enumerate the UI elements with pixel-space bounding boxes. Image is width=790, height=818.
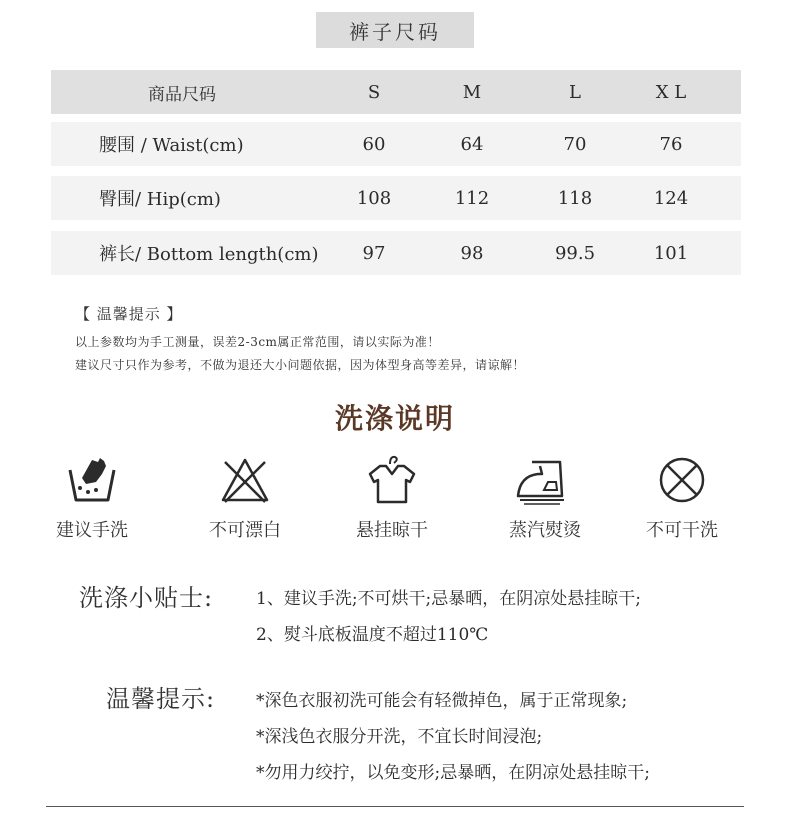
row-label: 臀围/ Hip(cm) xyxy=(99,189,221,210)
size-chart-title: 裤子尺码 xyxy=(316,12,474,48)
row-label: 裤长/ Bottom length(cm) xyxy=(99,244,319,265)
care-item-steam-iron xyxy=(480,452,610,542)
care-label: 建议手洗 xyxy=(56,520,128,541)
wash-tip-line: 2、熨斗底板温度不超过110℃ xyxy=(256,625,489,645)
warm-tip-line: *深色衣服初洗可能会有轻微掉色，属于正常现象; xyxy=(256,691,628,711)
no-bleach-icon xyxy=(215,452,275,508)
table-cell: 97 xyxy=(362,242,386,264)
care-label: 不可漂白 xyxy=(209,520,281,541)
table-row-hip xyxy=(51,176,741,220)
row-label: 腰围 / Waist(cm) xyxy=(99,135,244,156)
table-cell: 70 xyxy=(563,133,587,155)
tips-line: 以上参数均为手工测量，误差2-3cm属正常范围，请以实际为准！ xyxy=(75,335,440,349)
header-size-xl: X L xyxy=(655,81,687,103)
hang-dry-icon xyxy=(362,452,422,508)
header-size-s: S xyxy=(367,81,381,103)
care-item-hand-wash xyxy=(27,452,157,542)
table-cell: 124 xyxy=(653,187,689,209)
care-item-no-dry-clean xyxy=(617,452,747,542)
care-item-hang-dry xyxy=(327,452,457,542)
table-cell: 112 xyxy=(454,187,490,209)
care-item-no-bleach xyxy=(180,452,310,542)
header-size-l: L xyxy=(569,81,581,103)
table-cell: 101 xyxy=(653,242,689,264)
washing-title: 洗涤说明 xyxy=(334,402,455,435)
table-cell: 76 xyxy=(659,133,683,155)
care-label: 悬挂晾干 xyxy=(356,520,428,541)
warm-tips-label: 温馨提示: xyxy=(106,685,216,713)
hand-wash-icon xyxy=(62,452,122,508)
tips-title: 【 温馨提示 】 xyxy=(75,305,183,323)
size-table-header xyxy=(51,70,741,114)
warm-tip-line: *勿用力绞拧，以免变形;忌暴晒，在阴凉处悬挂晾干; xyxy=(256,763,650,783)
no-dry-clean-icon xyxy=(652,452,712,508)
table-row-waist xyxy=(51,122,741,166)
table-cell: 64 xyxy=(460,133,484,155)
table-cell: 108 xyxy=(356,187,392,209)
table-cell: 99.5 xyxy=(554,242,596,264)
care-label: 蒸汽熨烫 xyxy=(509,520,581,541)
table-cell: 98 xyxy=(460,242,484,264)
table-cell: 118 xyxy=(557,187,593,209)
wash-tip-line: 1、建议手洗;不可烘干;忌暴晒，在阴凉处悬挂晾干; xyxy=(256,589,641,609)
table-cell: 60 xyxy=(362,133,386,155)
wash-tips-label: 洗涤小贴士: xyxy=(79,584,214,612)
tips-line: 建议尺寸只作为参考，不做为退还大小问题依据，因为体型身高等差异，请谅解！ xyxy=(75,358,526,372)
header-size-m: M xyxy=(462,81,482,103)
steam-iron-icon xyxy=(512,452,578,508)
header-label: 商品尺码 xyxy=(148,84,216,105)
bottom-divider xyxy=(46,806,744,807)
care-label: 不可干洗 xyxy=(646,520,718,541)
warm-tip-line: *深浅色衣服分开洗，不宜长时间浸泡; xyxy=(256,727,543,747)
table-row-length xyxy=(51,231,741,275)
